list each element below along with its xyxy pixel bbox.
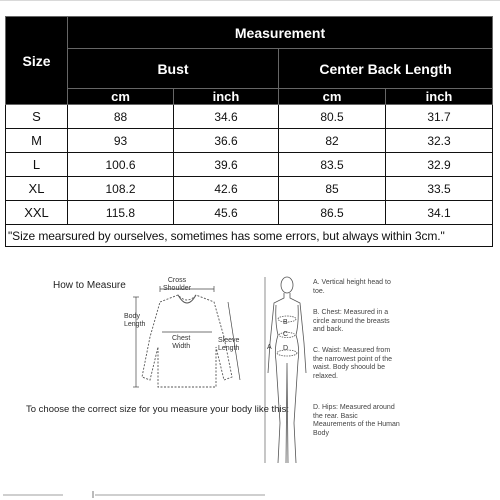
unit-header: cm bbox=[68, 89, 174, 105]
cbl-inch-cell: 32.3 bbox=[386, 129, 493, 153]
cbl-inch-cell: 31.7 bbox=[386, 105, 493, 129]
table-row bbox=[6, 177, 493, 201]
cbl-cm-cell: 86.5 bbox=[279, 201, 386, 225]
marker-b: B bbox=[283, 319, 288, 326]
size-cell: XL bbox=[6, 177, 68, 201]
size-cell: M bbox=[6, 129, 68, 153]
unit-header: inch bbox=[174, 89, 279, 105]
cbl-cm-cell: 82 bbox=[279, 129, 386, 153]
legend-a: A. Vertical height head to toe. bbox=[313, 279, 391, 295]
cbl-inch-cell: 33.5 bbox=[386, 177, 493, 201]
bust-inch-cell: 39.6 bbox=[174, 153, 279, 177]
unit-header: inch bbox=[386, 89, 493, 105]
bottom-tick bbox=[92, 491, 94, 498]
body-length-label: Body Length bbox=[124, 313, 146, 328]
bottom-divider bbox=[95, 494, 265, 496]
table-row bbox=[6, 129, 493, 153]
legend-b: B. Chest: Measured in a circle around the breasts and back. bbox=[313, 309, 390, 333]
cbl-inch-cell: 34.1 bbox=[386, 201, 493, 225]
center-back-length-header: Center Back Length bbox=[279, 49, 493, 89]
cbl-inch-cell: 32.9 bbox=[386, 153, 493, 177]
chest-width-label: Chest Width bbox=[172, 335, 191, 350]
cbl-cm-cell: 85 bbox=[279, 177, 386, 201]
size-cell: XXL bbox=[6, 201, 68, 225]
measure-guide bbox=[0, 265, 500, 485]
marker-a: A bbox=[267, 344, 272, 351]
size-cell: L bbox=[6, 153, 68, 177]
cbl-cm-cell: 80.5 bbox=[279, 105, 386, 129]
measurement-header: Measurement bbox=[68, 17, 493, 49]
bust-cm-cell: 100.6 bbox=[68, 153, 174, 177]
body-figure-diagram bbox=[262, 273, 312, 473]
measure-instructions: To choose the correct size for you measure your body like this: bbox=[26, 404, 289, 415]
legend-c: C. Waist: Measured from the narrowest point of the waist. Body shoould be relaxed. bbox=[313, 347, 392, 380]
legend-d: D. Hips: Measured around the rear. Basic Meaurements of the Human Body bbox=[313, 404, 400, 437]
table-row bbox=[6, 201, 493, 225]
size-header: Size bbox=[6, 17, 68, 105]
marker-d: D bbox=[283, 345, 289, 352]
cross-shoulder-label: Cross Shoulder bbox=[163, 277, 192, 292]
bottom-strip bbox=[0, 489, 500, 500]
bust-header: Bust bbox=[68, 49, 279, 89]
cbl-cm-cell: 83.5 bbox=[279, 153, 386, 177]
table-row bbox=[6, 153, 493, 177]
how-to-measure-title: How to Measure bbox=[53, 280, 126, 291]
bottom-divider bbox=[3, 494, 63, 496]
bust-cm-cell: 93 bbox=[68, 129, 174, 153]
bust-cm-cell: 108.2 bbox=[68, 177, 174, 201]
top-divider bbox=[0, 0, 500, 1]
unit-header: cm bbox=[279, 89, 386, 105]
bust-cm-cell: 115.8 bbox=[68, 201, 174, 225]
size-chart-table bbox=[5, 16, 493, 247]
bust-inch-cell: 36.6 bbox=[174, 129, 279, 153]
bust-inch-cell: 45.6 bbox=[174, 201, 279, 225]
bust-inch-cell: 34.6 bbox=[174, 105, 279, 129]
marker-c: C bbox=[283, 331, 289, 338]
size-note: "Size mearsured by ourselves, sometimes has some errors, but always within 3cm." bbox=[6, 225, 493, 247]
bust-inch-cell: 42.6 bbox=[174, 177, 279, 201]
sleeve-length-label: Sleeve Length bbox=[218, 337, 240, 352]
table-row bbox=[6, 105, 493, 129]
size-cell: S bbox=[6, 105, 68, 129]
bust-cm-cell: 88 bbox=[68, 105, 174, 129]
